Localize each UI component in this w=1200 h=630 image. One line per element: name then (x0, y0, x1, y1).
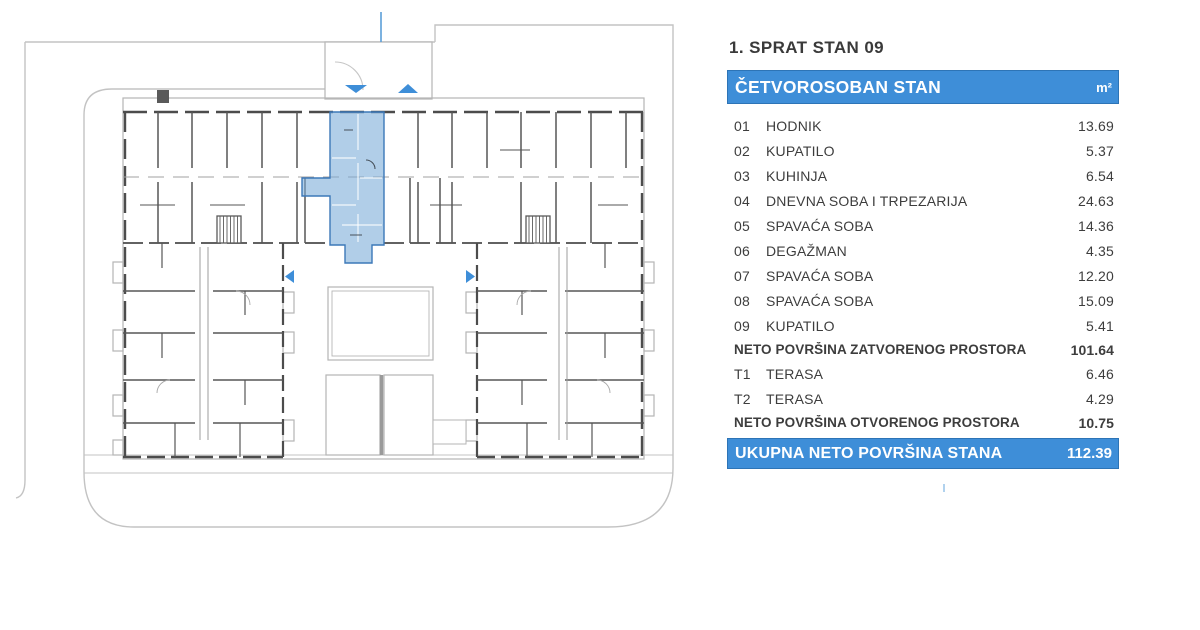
room-number: 08 (734, 292, 750, 309)
room-area-value: 4.29 (1085, 390, 1114, 407)
courtyard-ramp-right (384, 375, 433, 455)
table-row (727, 411, 1119, 434)
courtyard-ramp-left (326, 375, 380, 455)
small-tick-mark (943, 484, 945, 492)
room-label: KUHINJA (766, 167, 828, 184)
table-row (727, 188, 1119, 213)
table-row (727, 213, 1119, 238)
table-row (727, 138, 1119, 163)
table-row (727, 113, 1119, 138)
entrance-lobby (325, 12, 432, 99)
room-number: 02 (734, 142, 750, 159)
courtyard-notch (433, 420, 466, 444)
room-area-value: 4.35 (1085, 242, 1114, 259)
staircase-left (217, 216, 241, 243)
courtyard (326, 287, 466, 455)
room-number: T1 (734, 365, 751, 382)
room-number: 04 (734, 192, 750, 209)
room-area-value: 10.75 (1078, 414, 1114, 431)
table-row (727, 313, 1119, 338)
unit-info-panel (727, 0, 1121, 630)
table-row (727, 361, 1119, 386)
page-title: 1. SPRAT STAN 09 (729, 38, 885, 57)
table-row (727, 238, 1119, 263)
room-number: 05 (734, 217, 750, 234)
room-label: HODNIK (766, 117, 822, 134)
total-bar (727, 438, 1119, 469)
highlighted-unit (302, 112, 384, 263)
arrow-left-icon (285, 270, 294, 283)
room-label: KUPATILO (766, 142, 835, 159)
room-label: DEGAŽMAN (766, 242, 847, 259)
total-value: 112.39 (1066, 445, 1112, 462)
courtyard-upper-block (328, 287, 433, 360)
room-area-value: 24.63 (1077, 192, 1114, 209)
room-area-value: 6.46 (1085, 365, 1114, 382)
left-wing-partitions (123, 243, 283, 457)
room-label: SPAVAĆA SOBA (766, 217, 874, 234)
room-table (727, 113, 1119, 434)
room-label: KUPATILO (766, 317, 835, 334)
room-number: 01 (734, 117, 750, 134)
room-number: 09 (734, 317, 750, 334)
room-number: 06 (734, 242, 750, 259)
room-label: SPAVAĆA SOBA (766, 292, 874, 309)
room-label: DNEVNA SOBA I TRPEZARIJA (766, 192, 968, 209)
room-area-value: 12.20 (1077, 267, 1114, 284)
room-area-value: 6.54 (1085, 167, 1114, 184)
room-number: 03 (734, 167, 750, 184)
room-label: NETO POVRŠINA ZATVORENOG PROSTORA (734, 342, 1027, 357)
right-wing-partitions (477, 243, 644, 457)
table-header-label: ČETVOROSOBAN STAN (735, 76, 942, 97)
room-area-value: 5.37 (1085, 142, 1114, 159)
table-row (727, 163, 1119, 188)
room-area-value: 101.64 (1070, 341, 1114, 358)
right-corridor (559, 247, 567, 440)
room-label: TERASA (766, 390, 824, 407)
left-corridor (200, 247, 208, 440)
room-number: 07 (734, 267, 750, 284)
total-label: UKUPNA NETO POVRŠINA STANA (735, 444, 1003, 462)
room-number: T2 (734, 390, 751, 407)
staircase-right (526, 216, 550, 243)
room-label: SPAVAĆA SOBA (766, 267, 874, 284)
table-row (727, 338, 1119, 361)
room-area-value: 14.36 (1077, 217, 1114, 234)
arrow-right-icon (466, 270, 475, 283)
table-header-bar (727, 70, 1119, 104)
room-label: TERASA (766, 365, 824, 382)
room-area-value: 5.41 (1085, 317, 1114, 334)
table-row (727, 386, 1119, 411)
table-header-unit: m² (1096, 79, 1112, 95)
room-area-value: 15.09 (1077, 292, 1114, 309)
room-label: NETO POVRŠINA OTVORENOG PROSTORA (734, 415, 1020, 430)
table-row (727, 288, 1119, 313)
table-row (727, 263, 1119, 288)
room-area-value: 13.69 (1077, 117, 1114, 134)
top-wall-pillar (157, 90, 169, 103)
